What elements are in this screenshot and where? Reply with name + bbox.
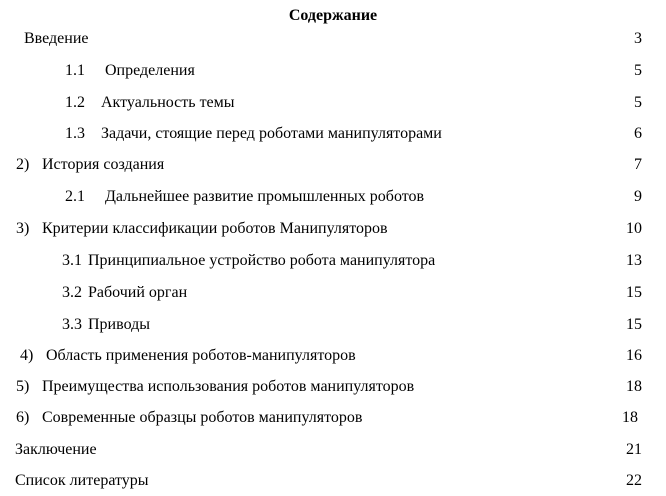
toc-entry-text: Определения xyxy=(105,62,195,79)
toc-entry-label xyxy=(62,283,187,303)
toc-entry-text: Введение xyxy=(24,30,89,47)
toc-entry-page: 21 xyxy=(626,441,642,458)
toc-entry-label xyxy=(16,155,164,175)
toc-entry-text: Приводы xyxy=(88,316,150,333)
toc-entry xyxy=(0,251,666,271)
toc-entry-number: 5) xyxy=(16,378,30,395)
toc-entry-number: 2.1 xyxy=(65,188,85,205)
toc-entry-page: 5 xyxy=(634,94,642,111)
toc-entry-text: Задачи, стоящие перед роботами манипуляторами xyxy=(101,125,442,142)
toc-entry-number: 3.1 xyxy=(62,252,82,269)
toc-entry-page: 5 xyxy=(634,62,642,79)
toc-entry-text: Преимущества использования роботов манипуляторов xyxy=(42,378,415,395)
toc-entry-number: 2) xyxy=(16,156,30,173)
toc-entry-page: 18 xyxy=(626,378,642,395)
toc-entry-text: Список литературы xyxy=(15,472,149,489)
toc-entry-label xyxy=(65,187,424,207)
toc-entry-number: 3.3 xyxy=(62,316,82,333)
toc-entry-page: 16 xyxy=(626,347,642,364)
toc-entry-number: 1.2 xyxy=(65,94,85,111)
toc-entry-number: 1.1 xyxy=(65,62,85,79)
toc-entry-label xyxy=(20,346,356,366)
toc-entry xyxy=(0,219,666,239)
toc-entry-text: Рабочий орган xyxy=(88,284,188,301)
toc-entry-text: Актуальность темы xyxy=(101,94,235,111)
toc-entry-label xyxy=(16,219,388,239)
toc-entry-label xyxy=(65,124,442,144)
toc-entry-page: 15 xyxy=(626,284,642,301)
toc-entry-text: История создания xyxy=(42,156,165,173)
toc-entry xyxy=(0,124,666,144)
toc-entry-label xyxy=(65,93,235,113)
toc-entry xyxy=(0,408,666,428)
toc-entry-page: 18 xyxy=(622,409,638,426)
toc-entry xyxy=(0,187,666,207)
toc-entry xyxy=(0,315,666,335)
toc-entry-number: 3.2 xyxy=(62,284,82,301)
toc-entry xyxy=(0,29,666,49)
toc-entry-text: Критерии классификации роботов Манипуляторов xyxy=(42,220,388,237)
toc-entry-label xyxy=(24,29,89,49)
toc-entry-label xyxy=(15,471,149,491)
toc-entry-page: 10 xyxy=(626,220,642,237)
toc-entry-label xyxy=(65,61,195,81)
toc-entry-number: 3) xyxy=(16,220,30,237)
toc-entry xyxy=(0,61,666,81)
toc-entry xyxy=(0,346,666,366)
toc-entry-text: Принципиальное устройство робота манипулятора xyxy=(88,252,436,269)
toc-entry-page: 6 xyxy=(634,125,642,142)
toc-entry xyxy=(0,471,666,491)
toc-entry-number: 1.3 xyxy=(65,125,85,142)
toc-entry-number: 6) xyxy=(16,409,30,426)
toc-entry-label xyxy=(16,408,362,428)
toc-entry-page: 15 xyxy=(626,316,642,333)
toc-entry xyxy=(0,283,666,303)
toc-entry xyxy=(0,155,666,175)
toc-entry-page: 9 xyxy=(634,188,642,205)
toc-entry-page: 13 xyxy=(626,252,642,269)
toc-entry-text: Заключение xyxy=(15,441,97,458)
toc-entry-number: 4) xyxy=(20,347,34,364)
toc-entry-label xyxy=(16,377,414,397)
toc-entry xyxy=(0,440,666,460)
toc-entry-label xyxy=(62,251,435,271)
toc-title: Содержание xyxy=(288,7,378,24)
toc-entry-label xyxy=(15,440,97,460)
toc-entry-page: 7 xyxy=(634,156,642,173)
toc-entry-text: Дальнейшее развитие промышленных роботов xyxy=(105,188,425,205)
toc-entry-text: Область применения роботов-манипуляторов xyxy=(46,347,356,364)
toc-entry-page: 22 xyxy=(626,472,642,489)
toc-entry-text: Современные образцы роботов манипуляторов xyxy=(42,409,363,426)
toc-entry xyxy=(0,377,666,397)
toc-entry xyxy=(0,93,666,113)
toc-entry-page: 3 xyxy=(634,30,642,47)
toc-entry-label xyxy=(62,315,150,335)
